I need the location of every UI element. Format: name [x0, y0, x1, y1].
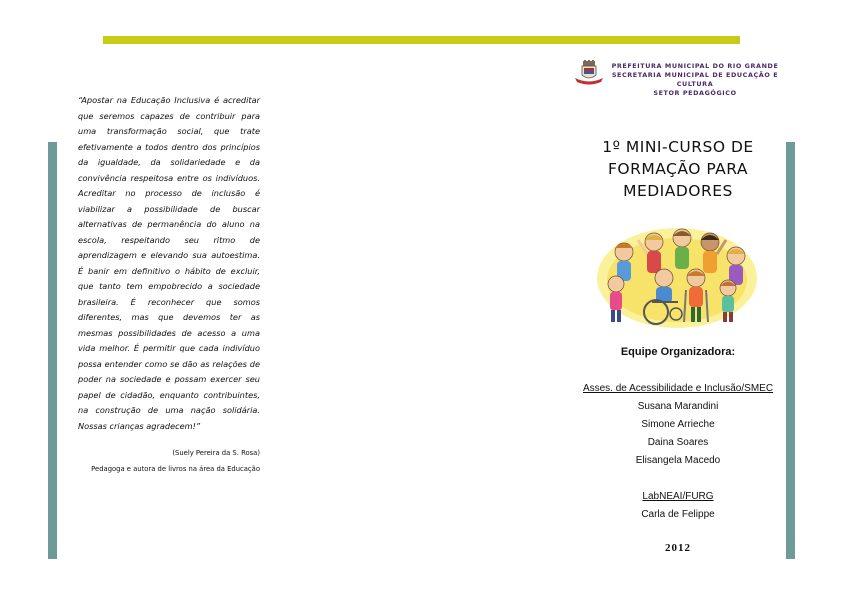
inclusion-quote: “Apostar na Educação Inclusiva é acreditar que seremos capazes de contribuir para uma transformação social, que trate efetivamente a todos dentro dos princípios da igualdade, da solidariedade e da convivência respeitosa entre os indivíduos. Acreditar no processo de inclusão é viabilizar a possibilidade de buscar alternativas de permanência do aluno na escola, respeitando seu ritmo de aprendizagem e elevando sua autoestima. É banir em definitivo o hábito de excluir, que tanto tem empobrecido a sociedade brasileira. É reconhecer que somos diferentes, mas que devemos ter as mesmas possibilidades de acesso a uma vida melhor. É permitir que cada indivíduo possa entender como se dão as relações de poder na sociedade e possam exercer seu papel de cidadão, enquanto contribuintes, na construção de uma nação solidária. Nossas crianças agradecem!” [78, 95, 260, 431]
quote-author-role: Pedagoga e autora de livros na área da Educação [91, 465, 260, 473]
title-line-3: MEDIADORES [623, 182, 733, 200]
team-group-accessibility-title: Asses. de Acessibilidade e Inclusão/SMEC [582, 383, 774, 394]
team-member: Simone Arrieche [641, 419, 715, 430]
team-member: Daina Soares [647, 437, 709, 448]
org-line-prefeitura: PREFEITURA MUNICIPAL DO RIO GRANDE [611, 62, 779, 70]
org-line-setor: SETOR PEDAGÓGICO [653, 89, 737, 97]
team-spacer [568, 470, 788, 488]
municipal-crest-icon [574, 60, 604, 86]
team-member: Elisangela Macedo [635, 455, 721, 466]
quote-author: (Suely Pereira da S. Rosa) [172, 449, 260, 457]
top-accent-bar [103, 36, 740, 44]
title-line-2: FORMAÇÃO PARA [607, 160, 749, 178]
children-group-illustration [594, 222, 760, 330]
year-label: 2012 [665, 542, 691, 554]
organization-header [606, 62, 784, 98]
team-member: Carla de Felippe [641, 509, 715, 520]
org-line-secretaria: SECRETARIA MUNICIPAL DE EDUCAÇÃO E CULTURA [611, 71, 779, 88]
team-heading: Equipe Organizadora: [620, 346, 736, 358]
team-list [568, 380, 788, 524]
left-accent-bar [48, 142, 57, 559]
title-line-1: 1º MINI-CURSO DE [602, 138, 754, 156]
course-title [578, 136, 778, 202]
team-member: Susana Marandini [637, 401, 719, 412]
team-group-lab-title: LabNEAI/FURG [642, 491, 714, 502]
